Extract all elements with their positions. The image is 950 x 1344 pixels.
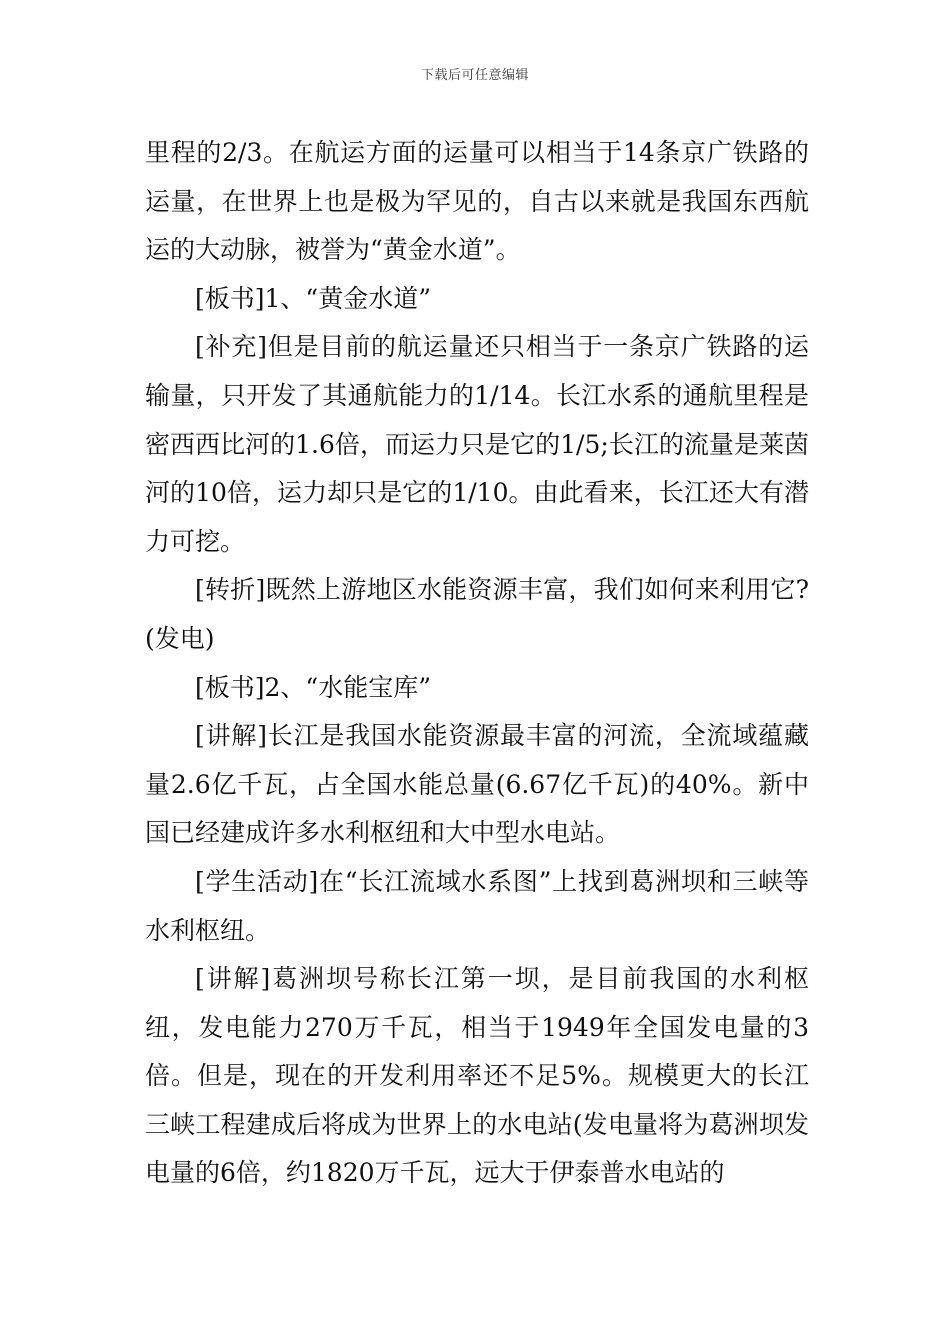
- paragraph-explanation-2: [讲解]葛洲坝号称长江第一坝，是目前我国的水利枢纽，发电能力270万千瓦，相当于1949年全国发电量的3倍。但是，现在的开发利用率还不足5%。规模更大的长江三峡工程建成后将成为世界上的水电站(发电量将为葛洲坝发电量的6倍，约1820万千瓦，远大于伊泰普水电站的: [145, 964, 809, 1188]
- paragraph-transition: [转折]既然上游地区水能资源丰富，我们如何来利用它?(发电): [145, 575, 809, 653]
- paragraph-explanation-1: [讲解]长江是我国水能资源最丰富的河流，全流域蕴藏量2.6亿千瓦，占全国水能总量(6.67亿千瓦)的40%。新中国已经建成许多水利枢纽和大中型水电站。: [145, 721, 809, 848]
- paragraph-continued: 里程的2/3。在航运方面的运量可以相当于14条京广铁路的运量，在世界上也是极为罕见的，自古以来就是我国东西航运的大动脉，被誉为“黄金水道”。: [145, 138, 809, 265]
- paragraph-board-note-2: [板书]2、“水能宝库”: [195, 672, 431, 702]
- paragraph-student-activity: [学生活动]在“长江流域水系图”上找到葛洲坝和三峡等水利枢纽。: [145, 866, 809, 945]
- paragraph-supplement: [补充]但是目前的航运量还只相当于一条京广铁路的运输量，只开发了其通航能力的1/14。长江水系的通航里程是密西西比河的1.6倍，而运力只是它的1/5;长江的流量是莱茵河的10倍，运力却只是它的1/10。由此看来，长江还大有潜力可挖。: [145, 332, 809, 556]
- page-header: 下载后可任意编辑: [420, 68, 529, 83]
- paragraph-board-note-1: [板书]1、“黄金水道”: [195, 283, 431, 313]
- document-body: [145, 129, 809, 1198]
